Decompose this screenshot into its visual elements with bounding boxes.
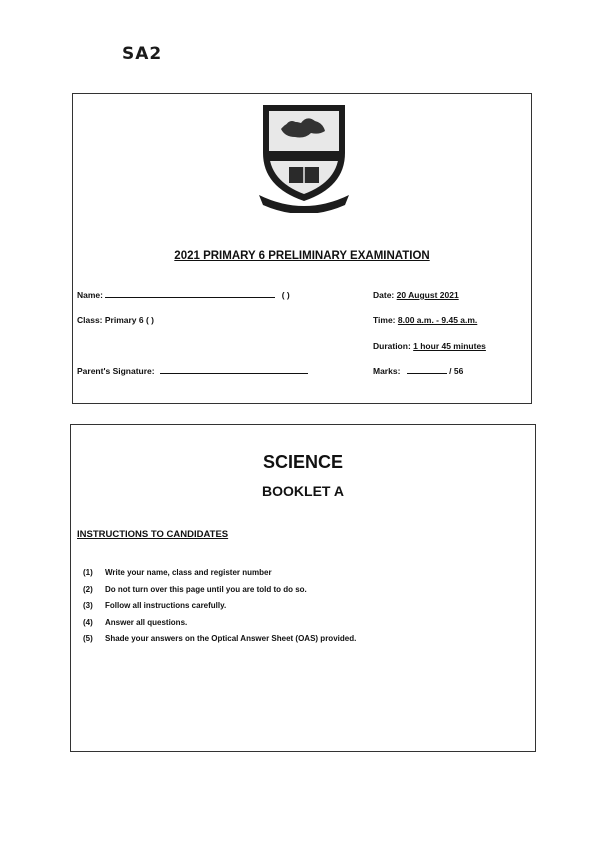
instruction-item: [83, 585, 356, 602]
signature-row: [77, 366, 308, 376]
instruction-number: (3): [83, 601, 93, 610]
school-crest-logo: [259, 101, 349, 213]
instruction-item: [83, 618, 356, 635]
time-row: [373, 315, 477, 325]
time-label: Time:: [373, 315, 396, 325]
instruction-text: Do not turn over this page until you are told to do so.: [105, 584, 307, 594]
instruction-text: Write your name, class and register number: [105, 568, 272, 577]
register-paren: ( ): [281, 290, 290, 300]
class-label: Class: Primary 6 ( ): [77, 315, 155, 325]
booklet-title: BOOKLET A: [262, 483, 344, 499]
date-label: Date:: [373, 290, 395, 300]
name-blank: [105, 296, 275, 298]
date-row: [373, 290, 459, 300]
instruction-item: [83, 634, 356, 651]
duration-value: 1 hour 45 minutes: [413, 341, 486, 351]
signature-blank: [160, 372, 308, 374]
exam-title: 2021 PRIMARY 6 PRELIMINARY EXAMINATION: [174, 250, 430, 262]
time-value: 8.00 a.m. - 9.45 a.m.: [397, 315, 478, 325]
duration-row: [373, 341, 486, 351]
booklet-box: [70, 424, 536, 752]
name-label: Name:: [77, 290, 103, 300]
instruction-number: (1): [83, 568, 93, 577]
instruction-number: (5): [83, 634, 93, 643]
date-value: 20 August 2021: [396, 290, 459, 300]
marks-blank: [407, 372, 447, 374]
subject-title: SCIENCE: [262, 452, 343, 472]
cover-box: [72, 93, 532, 404]
instruction-text: Shade your answers on the Optical Answer Sheet (OAS) provided.: [105, 634, 357, 643]
marks-row: [373, 366, 463, 376]
marks-total: / 56: [449, 366, 464, 376]
parent-signature-label: Parent's Signature:: [77, 366, 155, 376]
instructions-heading: INSTRUCTIONS TO CANDIDATES: [77, 529, 229, 540]
instruction-text: Follow all instructions carefully.: [105, 601, 227, 610]
instruction-number: (4): [83, 617, 93, 627]
name-row: [77, 290, 290, 300]
instruction-item: [83, 568, 356, 585]
instruction-number: (2): [83, 584, 93, 594]
header-mark: SA2: [122, 44, 163, 64]
instructions-list: [83, 568, 356, 651]
instruction-item: [83, 601, 356, 618]
class-row: [77, 315, 154, 325]
duration-label: Duration:: [373, 341, 411, 351]
instruction-text: Answer all questions.: [105, 617, 188, 627]
marks-label: Marks:: [373, 366, 401, 376]
